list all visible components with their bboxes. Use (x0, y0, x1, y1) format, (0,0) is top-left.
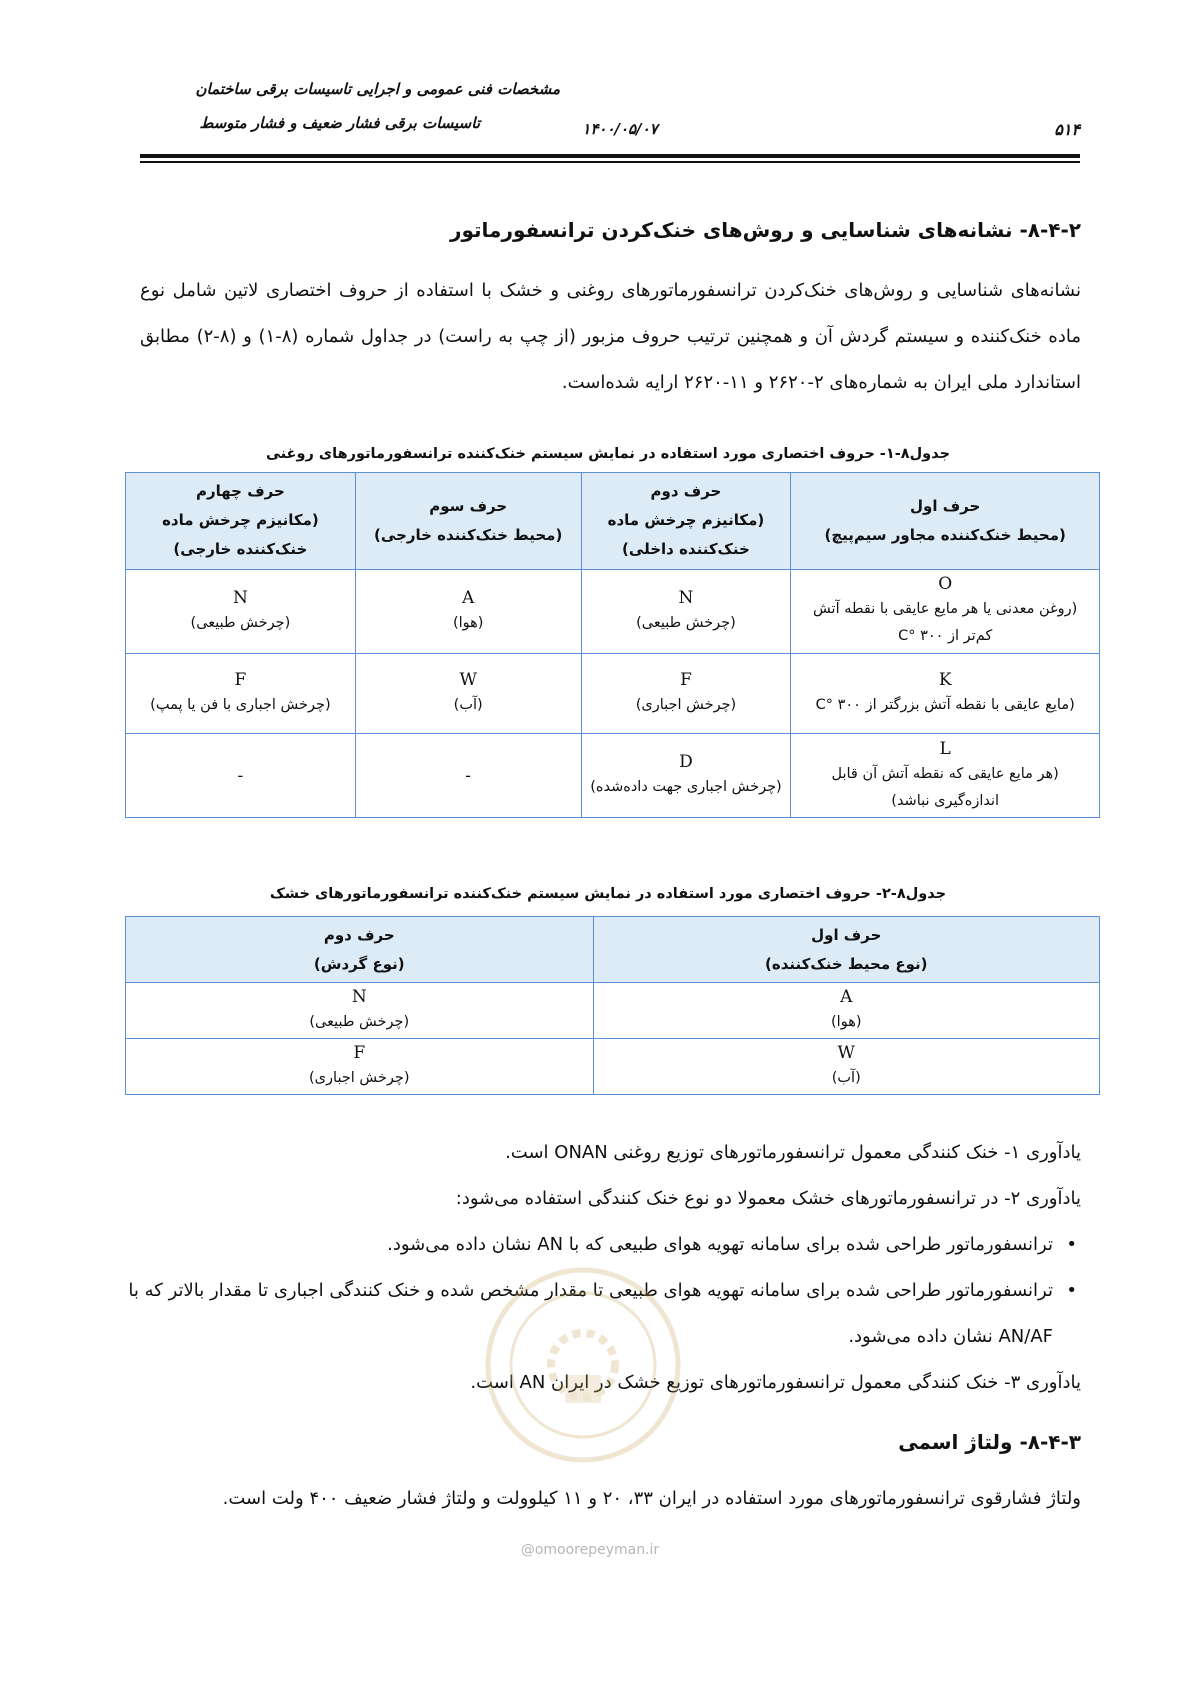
bullet-item: • ترانسفورماتور طراحی شده برای سامانه تهویه هوای طبیعی تا مقدار مشخص شده و خنک کنندگی اجباری تا مقدار بالاتر که با AN/AF نشان داده می‌شود. (121, 1268, 1081, 1360)
table-row (126, 983, 1100, 1039)
table-dry-transformers (125, 916, 1100, 1095)
table-cell: N (چرخش طبیعی) (581, 569, 791, 653)
table-cell: D (چرخش اجباری جهت داده‌شده) (581, 734, 791, 818)
table-cell: W (آب) (355, 654, 581, 734)
table-cell: F (چرخش اجباری با فن یا پمپ) (126, 654, 356, 734)
section2-heading: ۸-۴-۳- ولتاژ اسمی (898, 1430, 1081, 1454)
table-row (126, 569, 1100, 653)
page-number: ۵۱۴ (1054, 120, 1080, 139)
table-cell: A (هوا) (355, 569, 581, 653)
header-rule-thick (140, 154, 1080, 158)
watermark-logo (483, 1265, 683, 1465)
table1-header-cell: حرف دوم (مکانیزم چرخش ماده خنک‌کننده داخلی) (581, 473, 791, 570)
table1-header-row (126, 473, 1100, 570)
section-paragraph-text: نشانه‌های شناسایی و روش‌های خنک‌کردن ترانسفورماتورهای روغنی و خشک با استفاده از حروف اختصاری لاتین شامل نوع ماده خنک‌کننده و سیستم گردش آن و همچنین ترتیب حروف مزبور (از چپ به راست) در جداول شماره (۸-۱) و (۸-۲) مطابق استاندارد ملی ایران به شماره‌های ۲-۲۶۲۰ و ۱۱-۲۶۲۰ ارایه شده‌است. (140, 280, 1081, 393)
table-cell: F (چرخش اجباری) (581, 654, 791, 734)
table-row (126, 1039, 1100, 1095)
section2-paragraph: ولتاژ فشارقوی ترانسفورماتورهای مورد استفاده در ایران ۳۳، ۲۰ و ۱۱ کیلوولت و ولتاژ فشار ضعیف ۴۰۰ ولت است. (222, 1488, 1081, 1509)
section-heading: ۸-۴-۲- نشانه‌های شناسایی و روش‌های خنک‌کردن ترانسفورماتور (449, 218, 1081, 242)
table-cell: L (هر مایع عایقی که نقطه آتش آن قابل اندازه‌گیری نباشد) (791, 734, 1100, 818)
note-3: یادآوری ۳- خنک کنندگی معمول ترانسفورماتورهای توزیع خشک در ایران AN است. (470, 1372, 1081, 1393)
table2-header-cell: حرف اول (نوع محیط خنک‌کننده) (593, 917, 1099, 983)
bullet-item: • ترانسفورماتور طراحی شده برای سامانه تهویه هوای طبیعی که با AN نشان داده می‌شود. (121, 1222, 1081, 1268)
table1-header-cell: حرف سوم (محیط خنک‌کننده خارجی) (355, 473, 581, 570)
table-cell: - (355, 734, 581, 818)
table2-header-row (126, 917, 1100, 983)
table-cell: - (126, 734, 356, 818)
table1-header-cell: حرف اول (محیط خنک‌کننده مجاور سیم‌پیچ) (791, 473, 1100, 570)
table-cell: N (چرخش طبیعی) (126, 569, 356, 653)
table-row (126, 654, 1100, 734)
document-date: ۱۴۰۰/۰۵/۰۷ (582, 120, 658, 138)
section-paragraph (140, 268, 1081, 406)
table-oil-transformers (125, 472, 1100, 818)
table-cell: N (چرخش طبیعی) (126, 983, 594, 1039)
table1-caption: جدول۸-۱- حروف اختصاری مورد استفاده در نمایش سیستم خنک‌کننده ترانسفورماتورهای روغنی (265, 446, 951, 462)
table-cell: W (آب) (593, 1039, 1099, 1095)
table-cell: A (هوا) (593, 983, 1099, 1039)
note-1: یادآوری ۱- خنک کنندگی معمول ترانسفورماتورهای توزیع روغنی ONAN است. (505, 1142, 1081, 1163)
document-subtitle: تاسیسات برقی فشار ضعیف و فشار متوسط (199, 114, 480, 132)
watermark-url: @omoorepeyman.ir (520, 1542, 660, 1558)
table-cell: O (روغن معدنی یا هر مایع عایقی با نقطه آتش کم‌تر از ۳۰۰ °C (791, 569, 1100, 653)
table2-header-cell: حرف دوم (نوع گردش) (126, 917, 594, 983)
note-2: یادآوری ۲- در ترانسفورماتورهای خشک معمولا دو نوع خنک کنندگی استفاده می‌شود: (455, 1188, 1081, 1209)
table2-caption: جدول۸-۲- حروف اختصاری مورد استفاده در نمایش سیستم خنک‌کننده ترانسفورماتورهای خشک (269, 886, 947, 902)
table-cell: F (چرخش اجباری) (126, 1039, 594, 1095)
table-row (126, 734, 1100, 818)
table-cell: K (مایع عایقی با نقطه آتش بزرگتر از ۳۰۰ °C (791, 654, 1100, 734)
document-title: مشخصات فنی عمومی و اجرایی تاسیسات برقی ساختمان (195, 80, 560, 98)
table1-header-cell: حرف چهارم (مکانیزم چرخش ماده خنک‌کننده خارجی) (126, 473, 356, 570)
header-rule-thin (140, 161, 1080, 163)
